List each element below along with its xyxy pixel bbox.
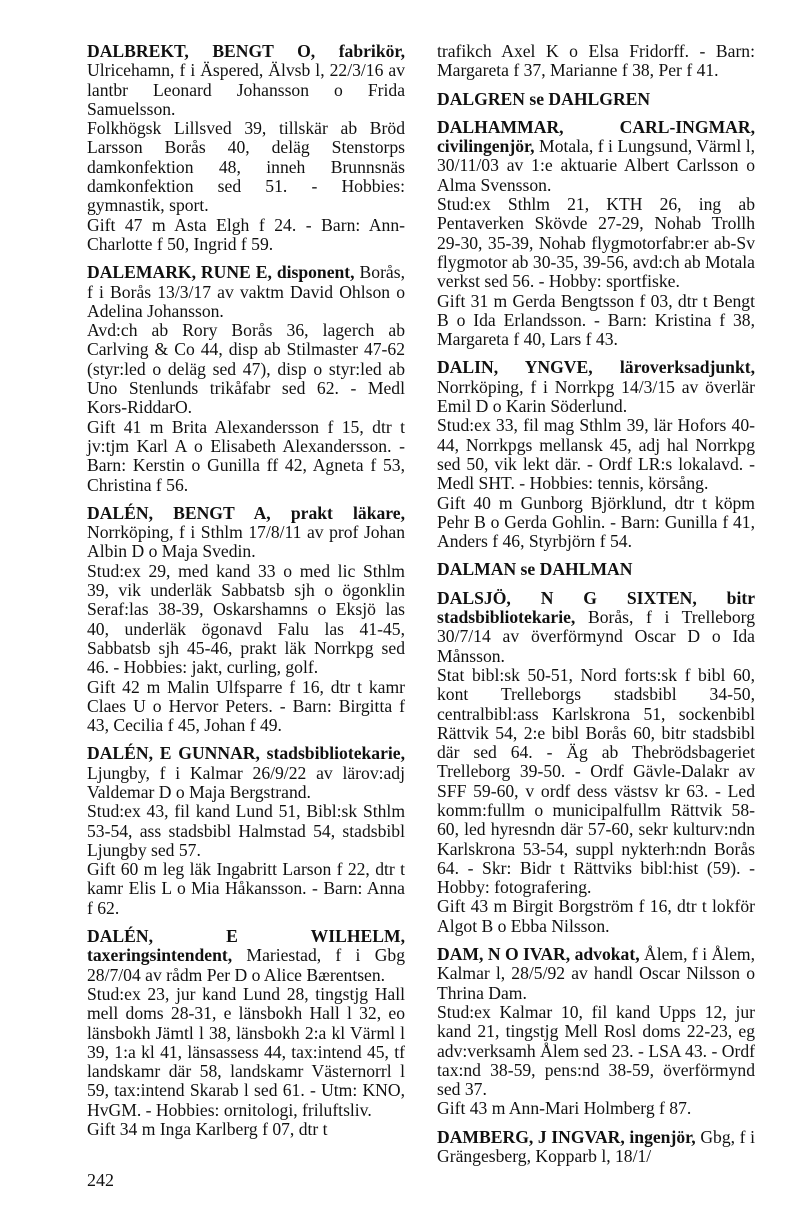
page-number: 242 bbox=[87, 1170, 114, 1190]
entry-career: Stat bibl:sk 50-51, Nord forts:sk f bibl 60, kont Trelleborgs stadsbibl 34-50, centralbibl:ass Karlskrona 51, sockenbibl Rättvik 54, 2:e bibl Borås 60, bitr stadsbibl där sed 64. - Äg ab Thebrödsbageriet Trelleborg 39-50. - Ordf Gävle-Dalakr av SFF 59-60, v ordf dess västsv kr 63. - Led komm:fullm o municipalfullm Rättvik 58-60, led hyresndn där 57-60, sekr kulturv:ndn Karlskrona 53-54, suppl nykterh:ndn Borås 64. - Skr: Bidr t Rättviks bibl:hist (59). - Hobby: fotografering. bbox=[437, 664, 755, 898]
entry-title: taxeringsintendent, bbox=[87, 945, 233, 966]
cross-reference-dalman: DALMAN se DAHLMAN bbox=[437, 559, 633, 580]
entry-dalen-gunnar bbox=[87, 744, 405, 918]
entry-heading bbox=[87, 927, 405, 985]
entry-text: Gbg, f i Grängesberg, Kopparb l, 18/1/ bbox=[437, 1126, 755, 1167]
entry-title: ingenjör, bbox=[629, 1126, 696, 1147]
entry-text: Motala, f i Lungsund, Värml l, 30/11/03 av 1:e aktuarie Albert Carlsson o Alma Svensson. bbox=[437, 136, 755, 195]
entry-heading bbox=[437, 1128, 755, 1167]
entry-career: Stud:ex 29, med kand 33 o med lic Sthlm 39, vik underläk Sabbatsb sjh o ögonklin Seraf:las 38-39, Oskarshamns o Eksjö las 40, underläk ögonavd Falu las 41-45, Sabbatsb sjh 45-46, prakt läk Norrkpg sed 46. - Hobbies: jakt, curling, golf. bbox=[87, 560, 405, 678]
entry-heading bbox=[437, 589, 755, 666]
entry-heading bbox=[87, 504, 405, 562]
continuation-text: trafikch Axel K o Elsa Fridorff. - Barn: Margareta f 37, Marianne f 38, Per f 41. bbox=[437, 41, 755, 81]
entry-family: Gift 34 m Inga Karlberg f 07, dtr t bbox=[87, 1119, 328, 1140]
entry-name: DALEMARK, RUNE E, bbox=[87, 262, 272, 283]
entry-family: Gift 42 m Malin Ulfsparre f 16, dtr t kamr Claes U o Hervor Peters. - Barn: Birgitta f 43, Cecilia f 45, Johan f 49. bbox=[87, 676, 405, 736]
entry-name: DALHAMMAR, CARL-INGMAR, bbox=[437, 116, 755, 137]
entry-name: DAMBERG, J INGVAR, bbox=[437, 1126, 625, 1147]
entry-career: Stud:ex Kalmar 10, fil kand Upps 12, jur kand 21, tingstjg Mell Rosl doms 22-23, eg adv:verksamh Ålem sed 23. - LSA 43. - Ordf tax:nd 38-59, pens:nd 38-59, överförmynd sed 37. bbox=[437, 1001, 755, 1100]
entry-name: DALÉN, BENGT A, bbox=[87, 502, 271, 523]
entry-title: läroverksadjunkt, bbox=[619, 357, 755, 378]
entry-dalsjo bbox=[437, 589, 755, 936]
entry-title: stadsbibliotekarie, bbox=[266, 743, 405, 764]
entry-dalen-wilhelm bbox=[87, 927, 405, 1139]
right-column bbox=[437, 42, 755, 1175]
entry-career: Stud:ex 43, fil kand Lund 51, Bibl:sk Sthlm 53-54, ass stadsbibl Halmstad 54, stadsbibl Ljungby sed 57. bbox=[87, 801, 405, 860]
entry-damberg bbox=[437, 1128, 755, 1167]
entry-text: Norrköping, f i Norrkpg 14/3/15 av överlär Emil D o Karin Söderlund. bbox=[437, 376, 755, 417]
entry-name: DALIN, YNGVE, bbox=[437, 357, 593, 378]
entry-dalbrekt bbox=[87, 42, 405, 254]
entry-text: Ljungby, f i Kalmar 26/9/22 av lärov:adj Valdemar D o Maja Bergstrand. bbox=[87, 762, 405, 802]
cross-reference-dalgren: DALGREN se DAHLGREN bbox=[437, 88, 651, 109]
entry-dalemark bbox=[87, 263, 405, 495]
entry-continuation bbox=[437, 42, 755, 81]
entry-heading bbox=[437, 358, 755, 416]
entry-title: fabrikör, bbox=[338, 41, 405, 61]
entry-title: disponent, bbox=[276, 262, 355, 283]
entry-name: DAM, N O IVAR, bbox=[437, 944, 571, 965]
entry-title: bitr stadsbibliotekarie, bbox=[437, 587, 755, 628]
entry-career: Stud:ex Sthlm 21, KTH 26, ing ab Pentaverken Skövde 27-29, Nohab Trollh 29-30, 35-39, Nohab flygmotorfabr:er ab-Sv flygmotor ab 30-35, 39-56, avd:ch ab Motala verkst sed 56. - Hobby: sportfiske. bbox=[437, 194, 755, 292]
entry-heading bbox=[87, 263, 405, 321]
entry-text: Ålem, f i Ålem, Kalmar l, 28/5/92 av handl Oscar Nilsson o Thrina Dam. bbox=[437, 944, 755, 1003]
entry-family: Gift 43 m Ann-Mari Holmberg f 87. bbox=[437, 1098, 692, 1119]
entry-name: DALSJÖ, N G SIXTEN, bbox=[437, 587, 697, 608]
entry-heading bbox=[437, 118, 755, 195]
entry-heading bbox=[437, 945, 755, 1003]
entry-text: Mariestad, f i Gbg 28/7/04 av rådm Per D o Alice Bærentsen. bbox=[87, 945, 405, 985]
entry-career: Avd:ch ab Rory Borås 36, lagerch ab Carlving & Co 44, disp ab Stilmaster 47-62 (styr:led o deläg sed 47), disp o styr:led ab Uno Stenlunds trikåfabr sed 62. - Medl Kors-RiddarO. bbox=[87, 320, 405, 418]
entry-name: DALÉN, E GUNNAR, bbox=[87, 743, 260, 764]
entry-family: Gift 41 m Brita Alexandersson f 15, dtr t jv:tjm Karl A o Elisabeth Alexandersson. - Barn: Kerstin o Gunilla ff 42, Agneta f 53, Christina f 56. bbox=[87, 416, 405, 495]
entry-family: Gift 43 m Birgit Borgström f 16, dtr t lokför Algot B o Ebba Nilsson. bbox=[437, 896, 755, 936]
entry-dam bbox=[437, 945, 755, 1119]
entry-heading bbox=[87, 744, 405, 802]
entry-heading bbox=[87, 42, 405, 119]
entry-family: Gift 31 m Gerda Bengtsson f 03, dtr t Bengt B o Ida Erlandsson. - Barn: Kristina f 38, Margareta f 40, Lars f 43. bbox=[437, 290, 755, 350]
entry-text: Norrköping, f i Sthlm 17/8/11 av prof Johan Albin D o Maja Svedin. bbox=[87, 522, 405, 562]
left-column bbox=[87, 42, 405, 1148]
entry-name: DALBREKT, BENGT O, bbox=[87, 41, 316, 61]
entry-title: civilingenjör, bbox=[437, 136, 535, 157]
entry-dalhammar bbox=[437, 118, 755, 350]
entry-text: Ulricehamn, f i Äspered, Älvsb l, 22/3/16 av lantbr Leonard Johansson o Frida Samuelsson. bbox=[87, 60, 405, 119]
entry-dalen-bengt bbox=[87, 504, 405, 736]
entry-text: Borås, f i Trelleborg 30/7/14 av överförmynd Oscar D o Ida Månsson. bbox=[437, 607, 755, 666]
entry-title: prakt läkare, bbox=[290, 502, 405, 523]
entry-family: Gift 47 m Asta Elgh f 24. - Barn: Ann-Charlotte f 50, Ingrid f 59. bbox=[87, 214, 405, 254]
entry-name: DALÉN, E WILHELM, bbox=[87, 926, 405, 947]
entry-family: Gift 40 m Gunborg Björklund, dtr t köpm Pehr B o Gerda Gohlin. - Barn: Gunilla f 41, Anders f 46, Styrbjörn f 54. bbox=[437, 492, 755, 552]
entry-dalin bbox=[437, 358, 755, 551]
entry-family: Gift 60 m leg läk Ingabritt Larson f 22, dtr t kamr Elis L o Mia Håkansson. - Barn: Anna f 62. bbox=[87, 859, 405, 918]
entry-title: advokat, bbox=[574, 944, 640, 965]
entry-text: Borås, f i Borås 13/3/17 av vaktm David Ohlson o Adelina Johansson. bbox=[87, 262, 405, 321]
entry-career: Stud:ex 33, fil mag Sthlm 39, lär Hofors 40-44, Norrkpgs mellansk 45, adj hal Norrkpg sed 50, vik lekt där. - Ordf LR:s lokalavd. - Medl SHT. - Hobbies: tennis, körsång. bbox=[437, 415, 755, 494]
entry-career: Stud:ex 23, jur kand Lund 28, tingstjg Hall mell doms 28-31, e länsbokh Hall l 32, eo länsbokh Jämtl l 38, länsbokh 2:a kl Värml l 39, 1:a kl 41, länsassess 44, tax:intend 45, tf landskamr där 58, landskamr Västernorrl l 59, tax:intend Skarab l sed 61. - Utm: KNO, HvGM. - Hobbies: ornitologi, friluftsliv. bbox=[87, 983, 405, 1120]
entry-career: Folkhögsk Lillsved 39, tillskär ab Bröd Larsson Borås 40, deläg Stenstorps damkonfektion 48, inneh Brunnsnäs damkonfektion sed 51. - Hobbies: gymnastik, sport. bbox=[87, 118, 405, 216]
